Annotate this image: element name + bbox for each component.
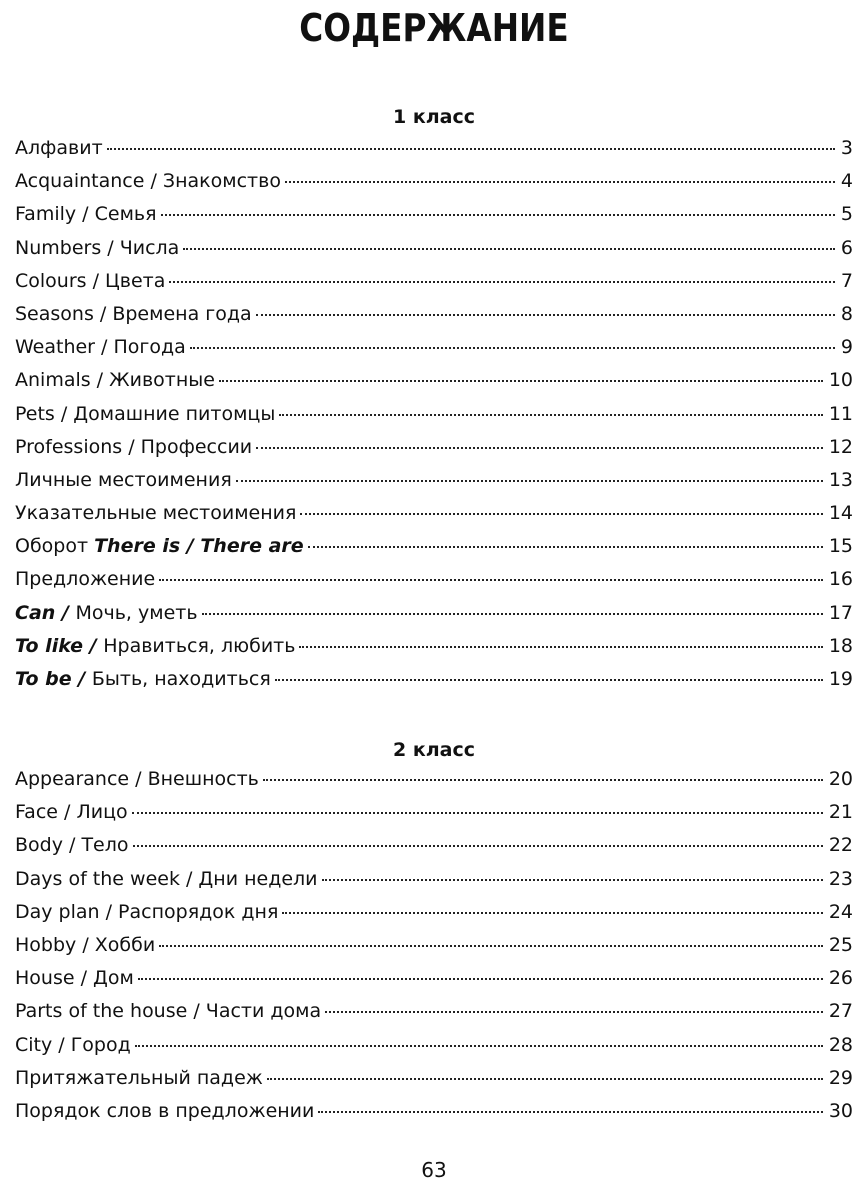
toc-entry-label	[15, 535, 304, 557]
toc-entry[interactable]	[15, 137, 853, 170]
toc-entry-text: Colours / Цвета	[15, 269, 166, 292]
toc-entry-text: Алфавит	[15, 137, 103, 159]
toc-entry-emphasis: There is / There are	[94, 535, 304, 558]
dot-leader	[263, 779, 823, 781]
toc-entry-emphasis: To be /	[15, 668, 92, 690]
toc-entry-label	[15, 768, 259, 790]
dot-leader	[132, 812, 823, 814]
toc-entry[interactable]	[15, 469, 853, 502]
toc-entry[interactable]	[15, 901, 853, 934]
dot-leader	[285, 181, 835, 183]
toc-entry-text: Seasons / Времена года	[15, 302, 252, 325]
toc-entry[interactable]	[15, 934, 853, 967]
toc-entry[interactable]	[15, 568, 853, 601]
toc-entry-label	[15, 1067, 263, 1089]
dot-leader	[107, 148, 835, 150]
toc-entry-page: 16	[828, 568, 853, 591]
toc-entry-page: 4	[840, 170, 853, 193]
toc-entry[interactable]	[15, 203, 853, 236]
toc-entry[interactable]	[15, 1034, 853, 1067]
toc-entry-page: 9	[840, 336, 853, 359]
toc-entry-label	[15, 403, 275, 425]
dot-leader	[236, 480, 823, 482]
toc-entry-label	[15, 568, 155, 590]
toc-entry-label	[15, 801, 128, 823]
toc-entry-text: Притяжательный падеж	[15, 1066, 263, 1089]
toc-entry[interactable]	[15, 303, 853, 336]
toc-entry-page: 22	[828, 834, 853, 857]
toc-entry-text: Порядок слов в предложении	[15, 1099, 315, 1122]
dot-leader	[135, 1045, 823, 1047]
toc-entry[interactable]	[15, 1000, 853, 1033]
toc-entry-page: 11	[828, 402, 853, 425]
toc-entry-page: 18	[828, 634, 853, 657]
page-title: СОДЕРЖАНИЕ	[299, 6, 569, 50]
section-heading-grade-2: 2 класс	[393, 739, 475, 761]
toc-entry-page: 23	[828, 867, 853, 890]
dot-leader	[325, 1011, 823, 1013]
toc-entry[interactable]	[15, 403, 853, 436]
dot-leader	[183, 248, 835, 250]
dot-leader	[159, 945, 823, 947]
toc-entry-text: Мочь, уметь	[75, 601, 198, 624]
toc-entry-text: Pets / Домашние питомцы	[15, 402, 276, 425]
toc-list-grade-1	[15, 137, 853, 701]
toc-entry-page: 30	[828, 1099, 853, 1122]
toc-entry[interactable]	[15, 635, 853, 668]
toc-entry-page: 29	[828, 1066, 853, 1089]
toc-entry[interactable]	[15, 834, 853, 867]
toc-entry-text: City / Город	[15, 1033, 131, 1056]
toc-entry[interactable]	[15, 535, 853, 568]
toc-entry-label	[15, 868, 318, 890]
toc-entry-label	[15, 270, 165, 292]
toc-entry-label	[15, 834, 129, 856]
toc-entry[interactable]	[15, 502, 853, 535]
toc-entry-label	[15, 1000, 321, 1022]
toc-entry[interactable]	[15, 1067, 853, 1100]
toc-entry-label	[15, 934, 155, 956]
toc-entry-page: 5	[840, 203, 853, 226]
toc-entry[interactable]	[15, 336, 853, 369]
toc-entry-text: Hobby / Хобби	[15, 933, 156, 956]
toc-entry-page: 12	[828, 435, 853, 458]
dot-leader	[190, 347, 835, 349]
dot-leader	[169, 281, 835, 283]
toc-entry-text: Предложение	[15, 568, 156, 591]
toc-entry-text: Days of the week / Дни недели	[15, 867, 318, 890]
toc-entry-label	[15, 668, 271, 690]
toc-entry-page: 10	[828, 369, 853, 392]
toc-entry-label	[15, 336, 186, 358]
toc-entry-text: Личные местоимения	[15, 468, 232, 491]
dot-leader	[299, 646, 822, 648]
dot-leader	[282, 912, 822, 914]
toc-entry-prefix: Оборот	[15, 535, 95, 558]
toc-entry-text: Appearance / Внешность	[15, 768, 259, 790]
toc-entry-label	[15, 170, 281, 192]
toc-entry-page: 7	[840, 269, 853, 292]
toc-entry-page: 6	[840, 236, 853, 259]
toc-entry-label	[15, 469, 232, 491]
toc-entry-page: 27	[828, 1000, 853, 1023]
dot-leader	[308, 546, 823, 548]
toc-entry-label	[15, 502, 296, 524]
toc-entry-emphasis: To like /	[15, 634, 104, 657]
dot-leader	[267, 1078, 823, 1080]
dot-leader	[161, 214, 835, 216]
toc-entry-page: 8	[840, 302, 853, 325]
dot-leader	[322, 879, 823, 881]
toc-entry[interactable]	[15, 602, 853, 635]
dot-leader	[138, 978, 823, 980]
toc-entry-text: Day plan / Распорядок дня	[15, 900, 279, 923]
toc-entry-page: 20	[828, 768, 853, 790]
toc-entry-label	[15, 967, 134, 989]
toc-entry-text: Animals / Животные	[15, 369, 215, 392]
toc-entry-text: Нравиться, любить	[103, 634, 296, 657]
dot-leader	[219, 380, 823, 382]
toc-entry[interactable]	[15, 270, 853, 303]
toc-entry[interactable]	[15, 801, 853, 834]
toc-entry-page: 25	[828, 933, 853, 956]
toc-entry[interactable]	[15, 170, 853, 203]
dot-leader	[275, 679, 823, 681]
toc-entry-text: Professions / Профессии	[15, 435, 253, 458]
toc-entry-text: Weather / Погода	[15, 336, 186, 359]
toc-entry-label	[15, 1034, 131, 1056]
toc-entry-text: Family / Семья	[15, 203, 157, 226]
dot-leader	[300, 513, 822, 515]
dot-leader	[256, 447, 823, 449]
toc-entry[interactable]	[15, 868, 853, 901]
toc-entry[interactable]	[15, 436, 853, 469]
toc-entry-text: Быть, находиться	[91, 668, 271, 690]
dot-leader	[202, 613, 823, 615]
toc-entry-page: 14	[828, 502, 853, 525]
toc-entry-text: Указательные местоимения	[15, 502, 297, 525]
toc-entry-page: 17	[828, 601, 853, 624]
toc-entry-emphasis: Can /	[15, 601, 76, 624]
toc-entry-label	[15, 436, 252, 458]
toc-list-grade-2	[15, 768, 853, 1133]
dot-leader	[256, 314, 835, 316]
toc-entry-page: 28	[828, 1033, 853, 1056]
toc-entry-label	[15, 901, 278, 923]
toc-entry-page: 3	[840, 137, 853, 159]
toc-entry-label	[15, 369, 215, 391]
toc-entry-label	[15, 1100, 314, 1122]
toc-entry-label	[15, 602, 198, 624]
toc-entry-text: Parts of the house / Части дома	[15, 1000, 322, 1023]
toc-entry-label	[15, 303, 252, 325]
toc-entry-page: 26	[828, 967, 853, 990]
dot-leader	[279, 414, 822, 416]
toc-entry-label	[15, 635, 295, 657]
toc-entry[interactable]	[15, 668, 853, 701]
dot-leader	[318, 1111, 822, 1113]
section-heading-grade-1: 1 класс	[393, 106, 475, 128]
toc-entry-text: House / Дом	[15, 967, 134, 990]
toc-entry-text: Numbers / Числа	[15, 236, 180, 259]
toc-entry-page: 19	[828, 668, 853, 690]
toc-entry-label	[15, 237, 179, 259]
toc-entry-page: 24	[828, 900, 853, 923]
toc-entry-page: 15	[828, 535, 853, 558]
toc-entry-page: 21	[828, 801, 853, 824]
toc-entry[interactable]	[15, 237, 853, 270]
dot-leader	[159, 579, 823, 581]
toc-entry[interactable]	[15, 967, 853, 1000]
toc-entry-text: Body / Тело	[15, 834, 129, 857]
toc-entry[interactable]	[15, 369, 853, 402]
dot-leader	[133, 845, 823, 847]
toc-entry-label	[15, 137, 103, 159]
toc-entry[interactable]	[15, 1100, 853, 1133]
page-number: 63	[421, 1158, 447, 1182]
toc-entry-label	[15, 203, 157, 225]
toc-entry[interactable]	[15, 768, 853, 801]
toc-entry-page: 13	[828, 468, 853, 491]
toc-entry-text: Face / Лицо	[15, 801, 128, 824]
toc-entry-text: Acquaintance / Знакомство	[15, 170, 281, 193]
